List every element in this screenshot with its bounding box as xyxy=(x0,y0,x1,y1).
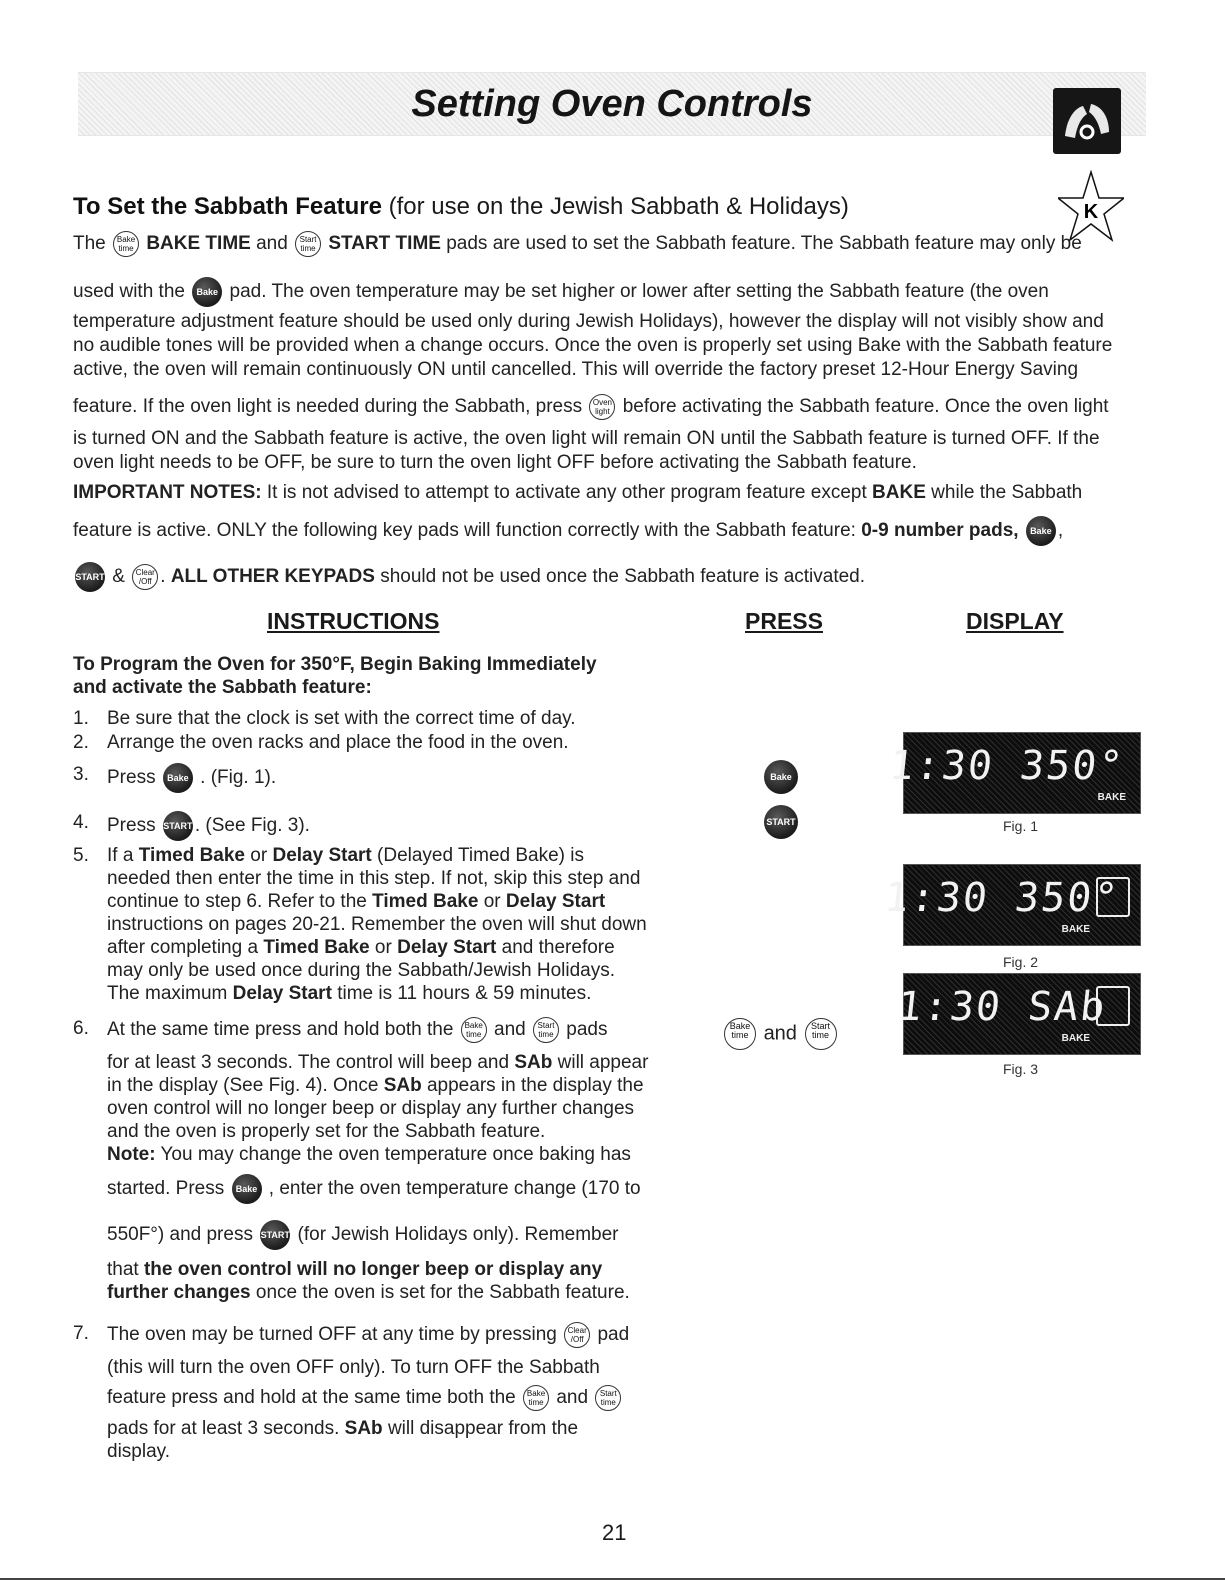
program-title-1: To Program the Oven for 350°F, Begin Baking Immediately xyxy=(73,654,597,675)
press-start-pad xyxy=(762,805,800,839)
intro-line-6: feature. If the oven light is needed during the Sabbath, press Oven light before activating the Sabbath feature. Once the oven light xyxy=(73,394,1109,420)
clear-off-pad-icon: Clear /Off xyxy=(132,564,158,590)
intro-line-4: no audible tones will be provided when a change occurs. Once the oven is properly set using Bake with the Sabbath feature xyxy=(73,335,1113,356)
intro-line-7: is turned ON and the Sabbath feature is active, the oven light will remain ON until the Sabbath feature is turned OFF. If the xyxy=(73,428,1100,449)
bake-time-pad-icon: Bake time xyxy=(113,231,139,257)
display-fig-1: 1:30 350° BAKE xyxy=(903,732,1141,814)
fig-2-caption: Fig. 2 xyxy=(1003,954,1039,970)
start-pad-icon: START xyxy=(75,562,105,592)
section-title: To Set the Sabbath Feature (for use on the Jewish Sabbath & Holidays) xyxy=(73,193,849,220)
press-header: PRESS xyxy=(745,608,823,634)
oven-light-pad-icon: Oven light xyxy=(589,394,615,420)
start-time-pad-icon: Start time xyxy=(805,1018,837,1050)
intro-line-3: temperature adjustment feature should be used only during Jewish Holidays), however the display will not visibly show and xyxy=(73,311,1104,332)
bake-time-pad-icon: Bake time xyxy=(461,1017,487,1043)
header-banner xyxy=(78,72,1146,136)
intro-line-2: used with the Bake pad. The oven temperature may be set higher or lower after setting the Sabbath feature (the oven xyxy=(73,277,1049,307)
start-time-pad-icon: Start time xyxy=(295,231,321,257)
intro-line-1: The Bake time BAKE TIME and Start time START TIME pads are used to set the Sabbath feature. The Sabbath feature may only be xyxy=(73,231,1082,257)
important-notes: IMPORTANT NOTES: It is not advised to attempt to activate any other program feature except BAKE while the Sabbath xyxy=(73,482,1083,503)
instructions-header: INSTRUCTIONS xyxy=(267,608,440,634)
page-number: 21 xyxy=(602,1520,627,1545)
bake-time-pad-icon: Bake time xyxy=(523,1385,549,1411)
fig-1-caption: Fig. 1 xyxy=(1003,818,1039,834)
start-pad-icon: START xyxy=(764,805,798,839)
clear-off-pad-icon: Clear /Off xyxy=(564,1322,590,1348)
bake-pad-icon: Bake xyxy=(232,1174,262,1204)
bake-time-pad-icon: Bake time xyxy=(724,1018,756,1050)
press-bake-and-start-time: Bake time and Start time xyxy=(722,1018,839,1050)
step-5: 5. If a Timed Bake or Delay Start (Delayed Timed Bake) is needed then enter the time in this step. If not, skip this step and continue to step 6. Refer to the Timed Bake or Delay Start instructions on pages 20-21. Remember the oven will shut down after completing a Timed Bake or Delay Start and therefore may only be used once during the Sabbath/Jewish Holidays. The maximum Delay Start time is 11 hours & 59 minutes. xyxy=(73,845,647,1004)
bake-pad-icon: Bake xyxy=(163,763,193,793)
intro-line-11: START & Clear /Off . ALL OTHER KEYPADS should not be used once the Sabbath feature is activated. xyxy=(73,562,865,592)
start-time-pad-icon: Start time xyxy=(595,1385,621,1411)
bake-pad-icon: Bake xyxy=(764,760,798,794)
display-header: DISPLAY xyxy=(966,608,1064,634)
intro-line-10: feature is active. ONLY the following key pads will function correctly with the Sabbath feature: 0-9 number pads, Bake , xyxy=(73,516,1063,546)
intro-line-5: active, the oven will remain continuously ON until cancelled. This will override the factory preset 12-Hour Energy Saving xyxy=(73,359,1079,380)
page-title: Setting Oven Controls xyxy=(411,83,813,125)
intro-line-8: oven light needs to be OFF, be sure to turn the oven light OFF before activating the Sabbath feature. xyxy=(73,452,917,473)
fig-3-caption: Fig. 3 xyxy=(1003,1061,1039,1077)
display-fig-3: 1:30 SAb BAKE xyxy=(903,973,1141,1055)
bake-pad-icon: Bake xyxy=(192,277,222,307)
bake-pad-icon: Bake xyxy=(1026,516,1056,546)
step-7: 7. The oven may be turned OFF at any time by pressing Clear /Off pad (this will turn the oven OFF only). To turn OFF the Sabbath feature press and hold at the same time both the Bake time and Start time pads for at least 3 seconds. SAb will disappear from the display. xyxy=(73,1323,630,1462)
program-title-2: and activate the Sabbath feature: xyxy=(73,677,372,698)
start-time-pad-icon: Start time xyxy=(533,1017,559,1043)
step-6: 6. At the same time press and hold both the Bake time and Start time pads for at least 3 seconds. The control will beep and SAb will appear in the display (See Fig. 4). Once SAb appears in the display the oven control will no longer beep or display any further changes and the oven is properly set for the Sabbath feature. Note: You may change the oven temperature once baking has started. Press Bake , enter the oven temperature change (170 to 550F°) and press START (for Jewish Holidays only). Remember that the oven control will no longer beep or display any further changes once the oven is set for the Sabbath feature. xyxy=(73,1018,649,1303)
start-pad-icon: START xyxy=(260,1220,290,1250)
display-fig-2: 1:30 350° BAKE xyxy=(903,864,1141,946)
press-bake-pad xyxy=(762,760,800,794)
footer-divider xyxy=(0,1578,1225,1580)
start-pad-icon: START xyxy=(163,811,193,841)
svg-text:K: K xyxy=(1083,201,1099,223)
oven-controls-icon xyxy=(1053,88,1121,154)
